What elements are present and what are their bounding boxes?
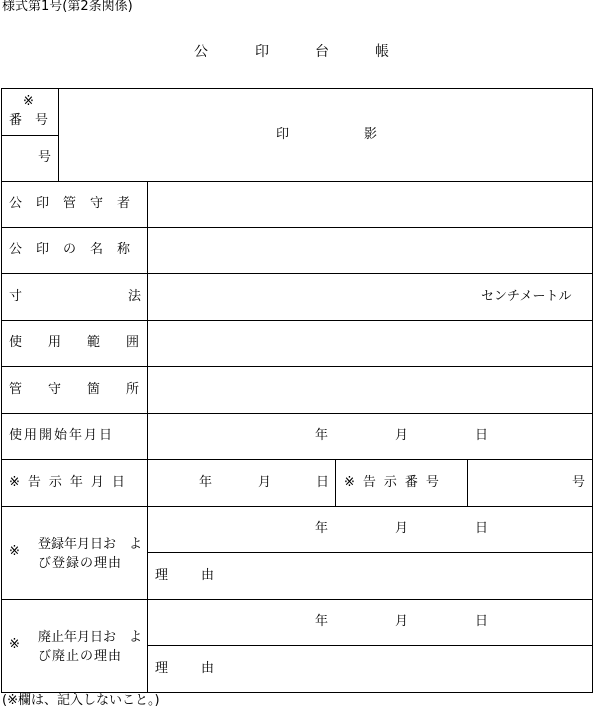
rule xyxy=(1,506,593,507)
title-char: 台 xyxy=(315,44,329,60)
date-day: 日 xyxy=(475,521,489,536)
date-year: 年 xyxy=(199,475,213,490)
rule xyxy=(147,645,593,646)
row-label-size: 法 xyxy=(128,289,142,304)
title-char: 帳 xyxy=(375,44,389,60)
rule xyxy=(1,320,593,321)
registration-label: よ xyxy=(129,537,143,552)
notice-number-label: ※告示番号 xyxy=(344,475,447,490)
registration-label: び登録の理由 xyxy=(38,556,123,571)
title-char: 公 xyxy=(194,44,208,60)
rule xyxy=(1,88,2,692)
seal-impression-label: 印 xyxy=(276,127,290,142)
date-month: 月 xyxy=(395,614,409,629)
rule xyxy=(147,552,593,553)
rule xyxy=(467,459,468,506)
reason-label: 由 xyxy=(201,661,215,676)
number-mark: ※ xyxy=(23,94,34,109)
reason-label: 理 xyxy=(155,661,169,676)
notice-number-suffix: 号 xyxy=(572,475,586,490)
size-unit: センチメートル xyxy=(481,289,572,304)
date-day: 日 xyxy=(475,614,489,629)
rule xyxy=(1,135,58,136)
date-year: 年 xyxy=(315,614,329,629)
rule xyxy=(1,413,593,414)
abolition-label: よ xyxy=(129,630,143,645)
form-header: 様式第1号(第2条関係) xyxy=(2,0,133,14)
rule xyxy=(1,459,593,460)
row-label-usage-scope: 使用範囲 xyxy=(9,335,166,350)
row-label-size: 寸 xyxy=(9,289,23,304)
rule xyxy=(147,181,148,692)
rule xyxy=(1,599,593,600)
seal-impression-label: 影 xyxy=(364,127,378,142)
registration-mark: ※ xyxy=(9,544,20,559)
rule xyxy=(335,459,336,506)
abolition-label: 廃止年月日お xyxy=(38,630,117,645)
number-label: 番 号 xyxy=(9,113,49,128)
abolition-mark: ※ xyxy=(9,637,20,652)
title-char: 印 xyxy=(255,44,269,60)
row-label-usage-start: 使用開始年月日 xyxy=(9,428,115,443)
date-year: 年 xyxy=(315,521,329,536)
date-month: 月 xyxy=(395,428,409,443)
rule xyxy=(1,273,593,274)
reason-label: 理 xyxy=(155,568,169,583)
row-label-storage: 管守箇所 xyxy=(9,382,166,397)
number-suffix: 号 xyxy=(38,150,52,165)
rule xyxy=(58,88,59,181)
footnote: (※欄は、記入しないこと。) xyxy=(2,693,160,708)
date-year: 年 xyxy=(315,428,329,443)
date-month: 月 xyxy=(395,521,409,536)
row-label-seal-name: 公印の名称 xyxy=(9,242,145,257)
rule xyxy=(1,366,593,367)
row-label-notice-date: ※告示年月日 xyxy=(9,475,133,490)
date-month: 月 xyxy=(258,475,272,490)
abolition-label: び廃止の理由 xyxy=(38,649,123,664)
registration-label: 登録年月日お xyxy=(38,537,117,552)
date-day: 日 xyxy=(475,428,489,443)
row-label-keeper: 公印管守者 xyxy=(9,196,145,211)
date-day: 日 xyxy=(316,475,330,490)
rule xyxy=(1,227,593,228)
reason-label: 由 xyxy=(201,568,215,583)
rule xyxy=(1,88,593,89)
rule xyxy=(1,181,593,182)
